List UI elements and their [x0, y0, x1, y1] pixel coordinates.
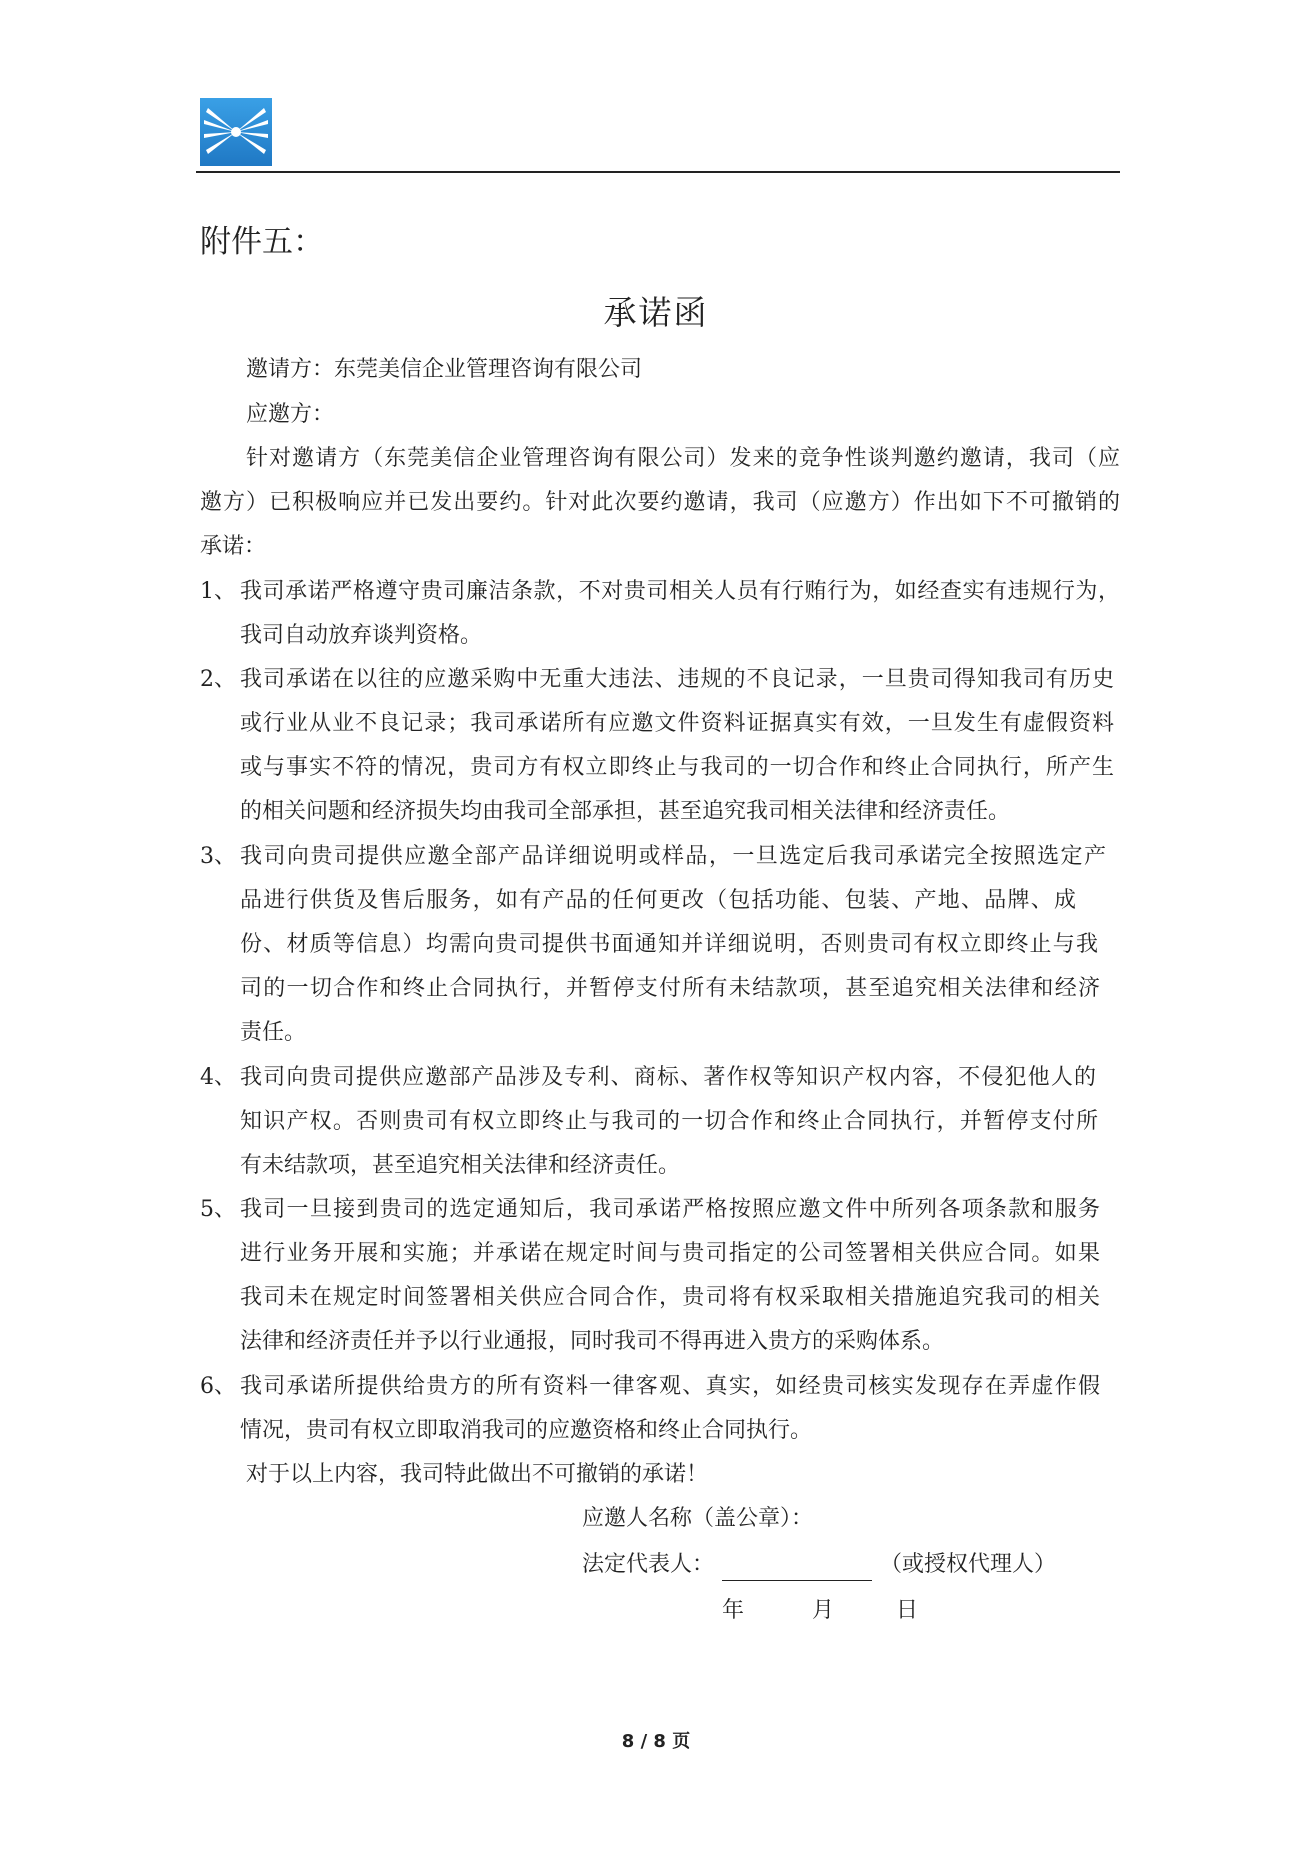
- commitment-number: 6、: [200, 1374, 236, 1399]
- commitment-line: 的相关问题和经济损失均由我司全部承担，甚至追究我司相关法律和经济责任。: [240, 799, 1011, 824]
- intro-line: 承诺：: [200, 534, 267, 559]
- commitment-line: 我司未在规定时间签署相关供应合同合作，贵司将有权采取相关措施追究我司的相关: [240, 1285, 1100, 1310]
- date-year-label: 年: [722, 1598, 745, 1623]
- commitment-line: 我司承诺所提供给贵方的所有资料一律客观、真实，如经贵司核实发现存在弄虚作假: [240, 1374, 1100, 1399]
- commitment-number: 1、: [200, 579, 236, 604]
- commitment-line: 责任。: [240, 1020, 307, 1045]
- commitment-line: 我司向贵司提供应邀部产品涉及专利、商标、著作权等知识产权内容，不侵犯他人的: [240, 1065, 1096, 1090]
- commitment-line: 我司向贵司提供应邀全部产品详细说明或样品，一旦选定后我司承诺完全按照选定产: [240, 844, 1106, 869]
- commitment-number: 5、: [200, 1197, 236, 1222]
- invitee-line: 应邀方：: [246, 402, 335, 427]
- date-day-label: 日: [896, 1598, 919, 1623]
- commitment-line: 我司承诺严格遵守贵司廉洁条款，不对贵司相关人员有行贿行为，如经查实有违规行为，: [240, 579, 1120, 604]
- commitment-number: 3、: [200, 844, 236, 869]
- commitment-line: 情况，贵司有权立即取消我司的应邀资格和终止合同执行。: [240, 1418, 813, 1443]
- commitment-number: 2、: [200, 667, 236, 692]
- commitment-line: 司的一切合作和终止合同执行，并暂停支付所有未结款项，甚至追究相关法律和经济: [240, 976, 1100, 1001]
- commitment-line: 或行业从业不良记录；我司承诺所有应邀文件资料证据真实有效，一旦发生有虚假资料: [240, 711, 1114, 736]
- attachment-label: 附件五：: [200, 224, 324, 260]
- page-number: 8 / 8 页: [621, 1731, 691, 1752]
- company-logo-icon: [200, 98, 272, 166]
- authorized-agent-label: （或授权代理人）: [880, 1552, 1057, 1577]
- company-seal-label: 应邀人名称（盖公章）：: [582, 1506, 814, 1531]
- intro-line: 邀方）已积极响应并已发出要约。针对此次要约邀请，我司（应邀方）作出如下不可撤销的: [200, 490, 1120, 515]
- inviter-line: 邀请方：东莞美信企业管理咨询有限公司: [246, 357, 643, 382]
- commitment-line: 知识产权。否则贵司有权立即终止与我司的一切合作和终止合同执行，并暂停支付所: [240, 1109, 1098, 1134]
- commitment-number: 4、: [200, 1065, 236, 1090]
- commitment-line: 我司自动放弃谈判资格。: [240, 623, 483, 648]
- signature-line: [722, 1580, 872, 1581]
- commitment-line: 我司承诺在以往的应邀采购中无重大违法、违规的不良记录，一旦贵司得知我司有历史: [240, 667, 1114, 692]
- commitment-line: 品进行供货及售后服务，如有产品的任何更改（包括功能、包装、产地、品牌、成: [240, 888, 1076, 913]
- commitment-line: 有未结款项，甚至追究相关法律和经济责任。: [240, 1153, 681, 1178]
- commitment-line: 我司一旦接到贵司的选定通知后，我司承诺严格按照应邀文件中所列各项条款和服务: [240, 1197, 1100, 1222]
- date-month-label: 月: [812, 1598, 835, 1623]
- document-title: 承诺函: [603, 293, 709, 332]
- header-divider: [196, 171, 1120, 173]
- commitment-line: 份、材质等信息）均需向贵司提供书面通知并详细说明，否则贵司有权立即终止与我: [240, 932, 1098, 957]
- commitment-line: 进行业务开展和实施；并承诺在规定时间与贵司指定的公司签署相关供应合同。如果: [240, 1241, 1100, 1266]
- intro-line: 针对邀请方（东莞美信企业管理咨询有限公司）发来的竞争性谈判邀约邀请，我司（应: [246, 446, 1120, 471]
- commitment-line: 法律和经济责任并予以行业通报，同时我司不得再进入贵方的采购体系。: [240, 1329, 945, 1354]
- legal-rep-label: 法定代表人：: [582, 1552, 715, 1577]
- commitment-line: 或与事实不符的情况，贵司方有权立即终止与我司的一切合作和终止合同执行，所产生: [240, 755, 1114, 780]
- closing-statement: 对于以上内容，我司特此做出不可撤销的承诺！: [246, 1462, 709, 1487]
